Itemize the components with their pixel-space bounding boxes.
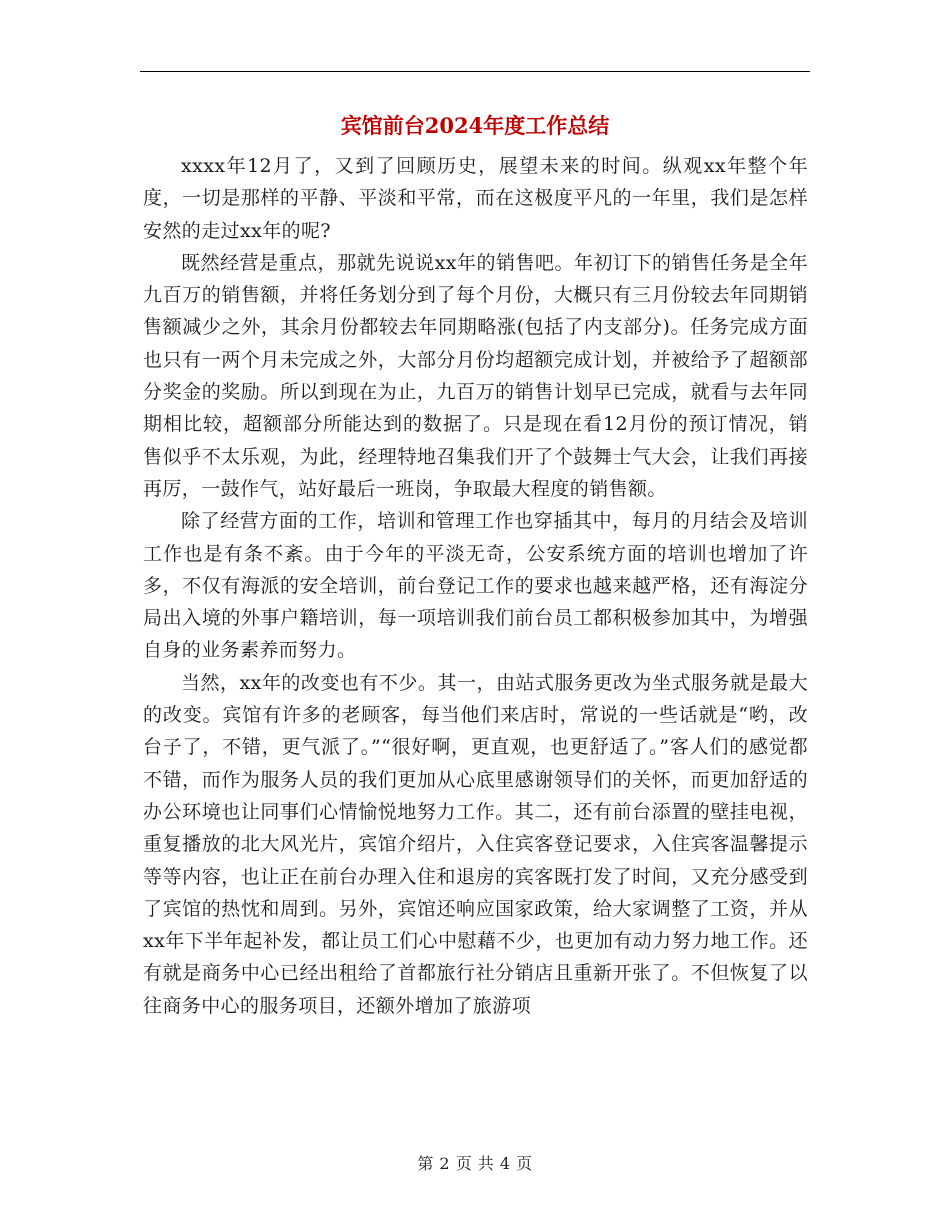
- document-body: [143, 150, 808, 1022]
- page-number: 第 2 页 共 4 页: [417, 1154, 533, 1173]
- paragraph-training: 除了经营方面的工作，培训和管理工作也穿插其中，每月的月结会及培训工作也是有条不紊。由于今年的平淡无奇，公安系统方面的培训也增加了许多，不仅有海派的安全培训，前台登记工作的要求也越来越严格，还有海淀分局出入境的外事户籍培训，每一项培训我们前台员工都积极参加其中，为增强自身的业务素养而努力。: [143, 510, 808, 662]
- paragraph-changes: 当然，xx年的改变也有不少。其一，由站式服务更改为坐式服务就是最大的改变。宾馆有许多的老顾客，每当他们来店时，常说的一些话就是“哟，改台子了，不错，更气派了。”“很好啊，更直观，也更舒适了。”客人们的感觉都不错，而作为服务人员的我们更加从心底里感谢领导们的关怀，而更加舒适的办公环境也让同事们心情愉悦地努力工作。其二，还有前台添置的壁挂电视，重复播放的北大风光片，宾馆介绍片，入住宾客登记要求，入住宾客温馨提示等等内容，也让正在前台办理入住和退房的宾客既打发了时间，又充分感受到了宾馆的热忱和周到。另外，宾馆还响应国家政策，给大家调整了工资，并从xx年下半年起补发，都让员工们心中慰藉不少，也更加有动力努力地工作。还有就是商务中心已经出租给了首都旅行社分销店且重新开张了。不但恢复了以往商务中心的服务项目，还额外增加了旅游项: [143, 671, 808, 1017]
- document-title: 宾馆前台2024年度工作总结: [340, 113, 610, 138]
- header-rule: [140, 71, 810, 72]
- paragraph-intro: xxxx年12月了，又到了回顾历史，展望未来的时间。纵观xx年整个年度，一切是那样的平静、平淡和平常，而在这极度平凡的一年里，我们是怎样安然的走过xx年的呢?: [143, 155, 808, 242]
- paragraph-sales: 既然经营是重点，那就先说说xx年的销售吧。年初订下的销售任务是全年九百万的销售额，并将任务划分到了每个月份，大概只有三月份较去年同期销售额减少之外，其余月份都较去年同期略涨(包括了内支部分)。任务完成方面也只有一两个月未完成之外，大部分月份均超额完成计划，并被给予了超额部分奖金的奖励。所以到现在为止，九百万的销售计划早已完成，就看与去年同期相比较，超额部分所能达到的数据了。只是现在看12月份的预订情况，销售似乎不太乐观，为此，经理特地召集我们开了个鼓舞士气大会，让我们再接再厉，一鼓作气，站好最后一班岗，争取最大程度的销售额。: [143, 251, 808, 500]
